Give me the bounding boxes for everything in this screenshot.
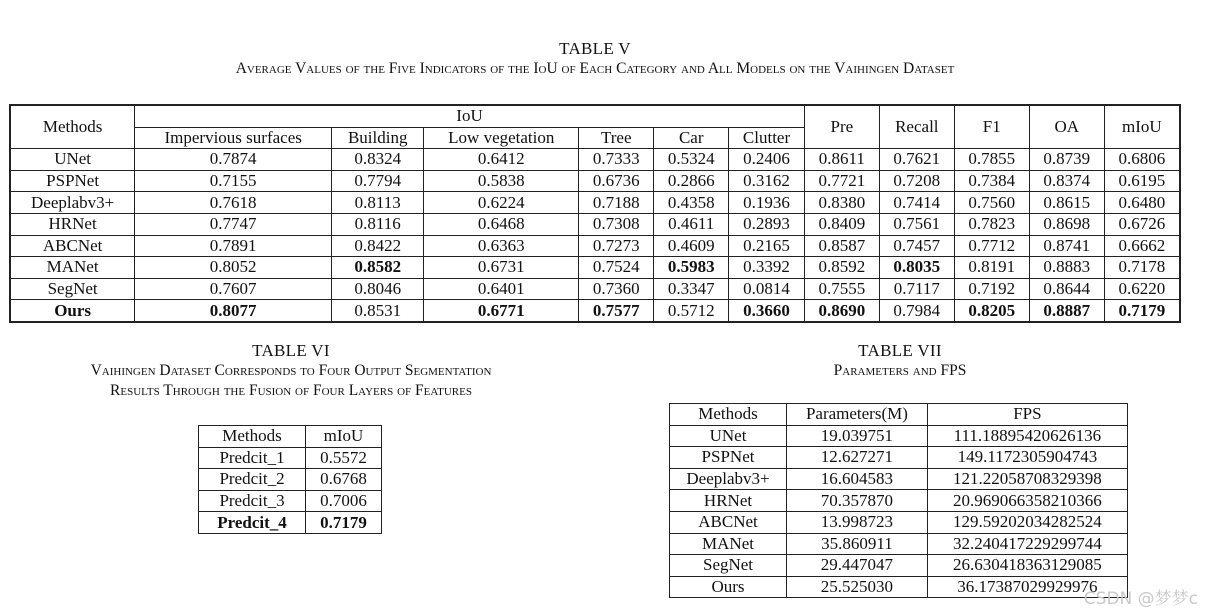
value-cell: 0.8741 [1029, 235, 1104, 257]
fps-cell: 26.630418363129085 [927, 555, 1127, 577]
params-cell: 35.860911 [787, 533, 928, 555]
value-cell: 0.2406 [729, 149, 805, 171]
table-row [10, 257, 1180, 279]
value-cell: 0.8077 [135, 300, 332, 322]
value-cell: 0.7308 [579, 213, 654, 235]
value-cell: 0.8422 [332, 235, 424, 257]
value-cell: 0.8887 [1029, 300, 1104, 322]
table-row [670, 447, 1128, 469]
table-row [670, 490, 1128, 512]
value-cell: 0.8615 [1029, 192, 1104, 214]
value-cell: 0.7360 [579, 278, 654, 300]
value-cell: 0.7208 [879, 170, 954, 192]
value-cell: 0.7747 [135, 213, 332, 235]
value-cell: 0.8035 [879, 257, 954, 279]
method-cell: UNet [10, 149, 135, 171]
value-cell: 0.3660 [729, 300, 805, 322]
params-cell: 19.039751 [787, 425, 928, 447]
table5-caption [0, 38, 1190, 79]
value-cell: 0.8690 [804, 300, 879, 322]
table-row [10, 235, 1180, 257]
value-cell: 0.7823 [954, 213, 1029, 235]
value-cell: 0.8587 [804, 235, 879, 257]
value-cell: 0.8592 [804, 257, 879, 279]
method-cell: Ours [10, 300, 135, 322]
table6-caption [0, 340, 582, 400]
value-cell: 0.7874 [135, 149, 332, 171]
value-cell: 0.8883 [1029, 257, 1104, 279]
value-cell: 0.6412 [424, 149, 579, 171]
table7-label: TABLE VII [858, 341, 942, 360]
value-cell: 0.7891 [135, 235, 332, 257]
value-cell: 0.7794 [332, 170, 424, 192]
miou-cell: 0.7179 [306, 512, 382, 534]
value-cell: 0.6731 [424, 257, 579, 279]
value-cell: 0.8052 [135, 257, 332, 279]
table-row [10, 170, 1180, 192]
value-cell: 0.6662 [1104, 235, 1180, 257]
value-cell: 0.6736 [579, 170, 654, 192]
params-cell: 25.525030 [787, 576, 928, 598]
miou-cell: 0.7006 [306, 490, 382, 512]
table-row [670, 533, 1128, 555]
params-cell: 70.357870 [787, 490, 928, 512]
value-cell: 0.7721 [804, 170, 879, 192]
table-row [670, 468, 1128, 490]
value-cell: 0.7333 [579, 149, 654, 171]
value-cell: 0.3162 [729, 170, 805, 192]
params-cell: 12.627271 [787, 447, 928, 469]
table-row [670, 511, 1128, 533]
miou-cell: 0.6768 [306, 469, 382, 491]
value-cell: 0.7618 [135, 192, 332, 214]
table5-header-car: Car [654, 127, 729, 149]
value-cell: 0.8644 [1029, 278, 1104, 300]
value-cell: 0.2866 [654, 170, 729, 192]
method-cell: PSPNet [670, 447, 787, 469]
table5-header-methods: Methods [10, 105, 135, 149]
value-cell: 0.8582 [332, 257, 424, 279]
table7-body [670, 425, 1128, 598]
table5-header-impervious: Impervious surfaces [135, 127, 332, 149]
value-cell: 0.6195 [1104, 170, 1180, 192]
value-cell: 0.5324 [654, 149, 729, 171]
method-cell: Predcit_2 [199, 469, 306, 491]
table6-header-miou: mIoU [306, 426, 382, 448]
value-cell: 0.1936 [729, 192, 805, 214]
method-cell: ABCNet [10, 235, 135, 257]
value-cell: 0.7188 [579, 192, 654, 214]
value-cell: 0.8113 [332, 192, 424, 214]
value-cell: 0.8046 [332, 278, 424, 300]
params-cell: 29.447047 [787, 555, 928, 577]
value-cell: 0.8409 [804, 213, 879, 235]
table-row [199, 447, 382, 469]
fps-cell: 32.240417229299744 [927, 533, 1127, 555]
value-cell: 0.6480 [1104, 192, 1180, 214]
table7-header-methods: Methods [670, 404, 787, 426]
value-cell: 0.7560 [954, 192, 1029, 214]
table5-header-tree: Tree [579, 127, 654, 149]
value-cell: 0.8324 [332, 149, 424, 171]
table5-header-recall: Recall [879, 105, 954, 149]
method-cell: Predcit_3 [199, 490, 306, 512]
table5-header-pre: Pre [804, 105, 879, 149]
value-cell: 0.7384 [954, 170, 1029, 192]
value-cell: 0.4609 [654, 235, 729, 257]
table6-body [199, 447, 382, 533]
value-cell: 0.4358 [654, 192, 729, 214]
table6-label: TABLE VI [252, 341, 330, 360]
table-row [10, 213, 1180, 235]
fps-cell: 20.969066358210366 [927, 490, 1127, 512]
fps-cell: 121.22058708329398 [927, 468, 1127, 490]
method-cell: Predcit_4 [199, 512, 306, 534]
table-row [199, 512, 382, 534]
value-cell: 0.7178 [1104, 257, 1180, 279]
value-cell: 0.8205 [954, 300, 1029, 322]
table5-header-oa: OA [1029, 105, 1104, 149]
table7-header-params: Parameters(M) [787, 404, 928, 426]
value-cell: 0.7621 [879, 149, 954, 171]
value-cell: 0.7984 [879, 300, 954, 322]
miou-cell: 0.5572 [306, 447, 382, 469]
table5-header-clutter: Clutter [729, 127, 805, 149]
value-cell: 0.6220 [1104, 278, 1180, 300]
value-cell: 0.5838 [424, 170, 579, 192]
method-cell: Deeplabv3+ [10, 192, 135, 214]
value-cell: 0.7855 [954, 149, 1029, 171]
value-cell: 0.0814 [729, 278, 805, 300]
table-row [10, 149, 1180, 171]
table5-label: TABLE V [559, 39, 631, 58]
table7-title: Parameters and FPS [833, 362, 967, 380]
table5-header-f1: F1 [954, 105, 1029, 149]
table-row [10, 192, 1180, 214]
table6-title-line2: Results Through the Fusion of Four Layers of Features [110, 381, 472, 399]
table-row [670, 425, 1128, 447]
table6-header-methods: Methods [199, 426, 306, 448]
value-cell: 0.5712 [654, 300, 729, 322]
method-cell: Deeplabv3+ [670, 468, 787, 490]
value-cell: 0.7524 [579, 257, 654, 279]
table7-header-fps: FPS [927, 404, 1127, 426]
method-cell: HRNet [10, 213, 135, 235]
table7-caption [600, 340, 1200, 381]
method-cell: ABCNet [670, 511, 787, 533]
value-cell: 0.6363 [424, 235, 579, 257]
value-cell: 0.7607 [135, 278, 332, 300]
value-cell: 0.6771 [424, 300, 579, 322]
table5-header-low-vegetation: Low vegetation [424, 127, 579, 149]
table-row [10, 278, 1180, 300]
value-cell: 0.6224 [424, 192, 579, 214]
value-cell: 0.7155 [135, 170, 332, 192]
method-cell: MANet [670, 533, 787, 555]
value-cell: 0.6468 [424, 213, 579, 235]
params-cell: 16.604583 [787, 468, 928, 490]
method-cell: SegNet [10, 278, 135, 300]
method-cell: Predcit_1 [199, 447, 306, 469]
fps-cell: 129.59202034282524 [927, 511, 1127, 533]
table5-body [10, 149, 1180, 322]
table5-header-iou: IoU [135, 105, 805, 127]
table5-header-miou: mIoU [1104, 105, 1180, 149]
value-cell: 0.7712 [954, 235, 1029, 257]
fps-cell: 149.1172305904743 [927, 447, 1127, 469]
value-cell: 0.7457 [879, 235, 954, 257]
method-cell: SegNet [670, 555, 787, 577]
value-cell: 0.3392 [729, 257, 805, 279]
value-cell: 0.6726 [1104, 213, 1180, 235]
value-cell: 0.8380 [804, 192, 879, 214]
value-cell: 0.5983 [654, 257, 729, 279]
table5 [9, 104, 1181, 323]
watermark: CSDN @梦梦c [1083, 589, 1198, 609]
table-row [199, 469, 382, 491]
value-cell: 0.7192 [954, 278, 1029, 300]
fps-cell: 36.17387029929976 [927, 576, 1127, 598]
value-cell: 0.8191 [954, 257, 1029, 279]
table5-title: Average Values of the Five Indicators of the IoU of Each Category and All Models on the Vaihingen Dataset [235, 60, 955, 78]
value-cell: 0.2893 [729, 213, 805, 235]
value-cell: 0.7414 [879, 192, 954, 214]
method-cell: MANet [10, 257, 135, 279]
value-cell: 0.7561 [879, 213, 954, 235]
table5-header-building: Building [332, 127, 424, 149]
value-cell: 0.7179 [1104, 300, 1180, 322]
value-cell: 0.8611 [804, 149, 879, 171]
value-cell: 0.7117 [879, 278, 954, 300]
value-cell: 0.8374 [1029, 170, 1104, 192]
value-cell: 0.7273 [579, 235, 654, 257]
value-cell: 0.6806 [1104, 149, 1180, 171]
method-cell: PSPNet [10, 170, 135, 192]
table6-title-line1: Vaihingen Dataset Corresponds to Four Output Segmentation [90, 362, 492, 380]
fps-cell: 111.18895420626136 [927, 425, 1127, 447]
table6 [198, 425, 382, 534]
value-cell: 0.3347 [654, 278, 729, 300]
value-cell: 0.7555 [804, 278, 879, 300]
table-row [670, 576, 1128, 598]
value-cell: 0.7577 [579, 300, 654, 322]
table-row [199, 490, 382, 512]
method-cell: HRNet [670, 490, 787, 512]
table-row [670, 555, 1128, 577]
params-cell: 13.998723 [787, 511, 928, 533]
table7 [669, 403, 1128, 598]
value-cell: 0.8698 [1029, 213, 1104, 235]
value-cell: 0.8116 [332, 213, 424, 235]
value-cell: 0.8739 [1029, 149, 1104, 171]
method-cell: UNet [670, 425, 787, 447]
value-cell: 0.8531 [332, 300, 424, 322]
value-cell: 0.6401 [424, 278, 579, 300]
method-cell: Ours [670, 576, 787, 598]
value-cell: 0.4611 [654, 213, 729, 235]
table-row [10, 300, 1180, 322]
value-cell: 0.2165 [729, 235, 805, 257]
